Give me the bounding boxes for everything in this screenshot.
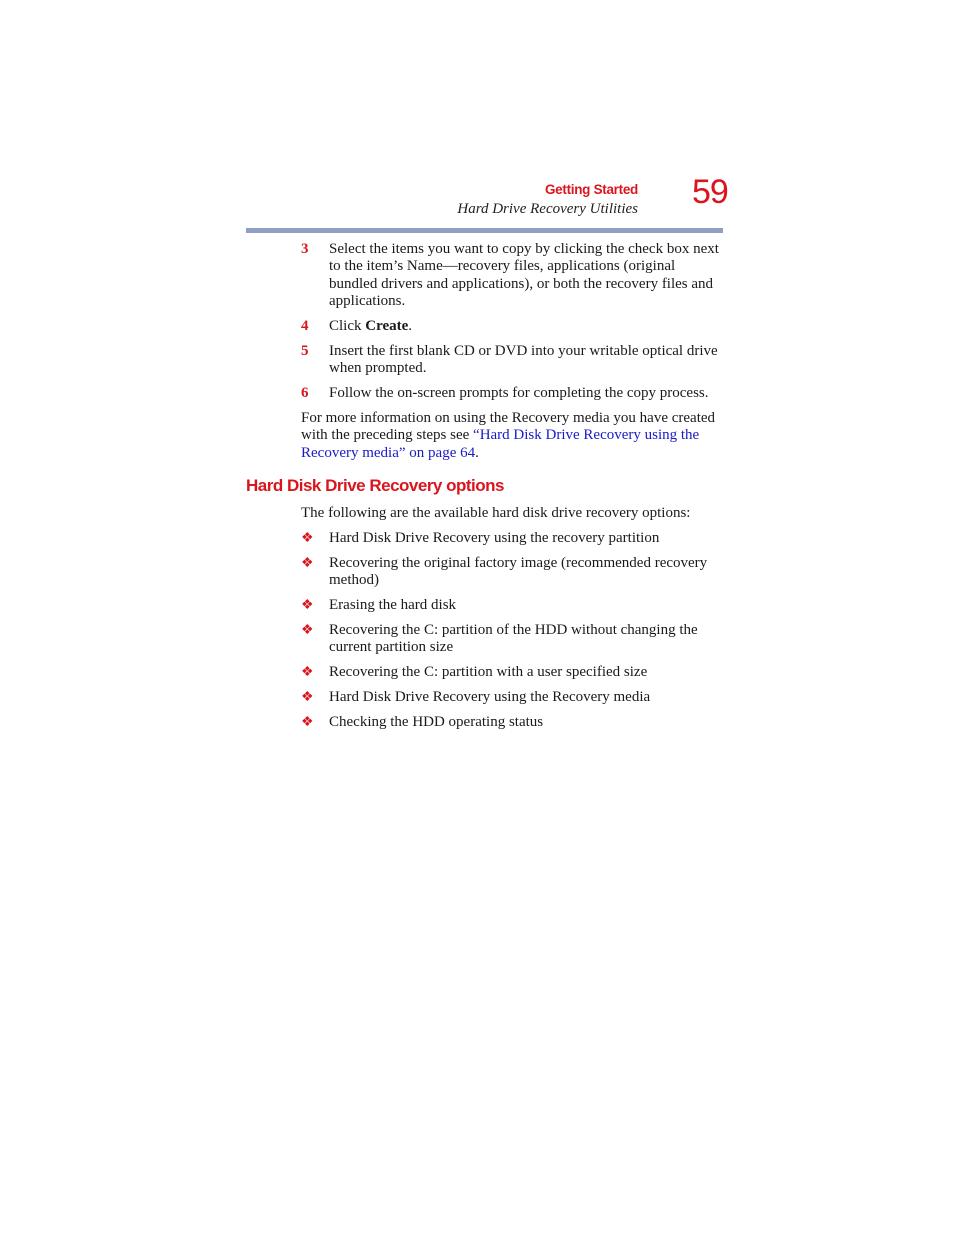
list-item-text: Erasing the hard disk xyxy=(329,597,457,613)
step-number: 5 xyxy=(301,343,309,359)
info-text-end: . xyxy=(475,444,479,461)
bullet-icon: ❖ xyxy=(301,623,314,638)
bullet-icon: ❖ xyxy=(301,665,314,680)
list-item-text: Checking the HDD operating status xyxy=(329,714,544,730)
info-paragraph xyxy=(301,410,726,462)
step-text-before: Click xyxy=(329,318,366,334)
page-number: 59 xyxy=(692,173,728,211)
list-item-text: Recovering the C: partition of the HDD without changing the current partition size xyxy=(329,622,698,656)
section-title: Hard Drive Recovery Utilities xyxy=(457,201,638,217)
step-3 xyxy=(301,241,726,310)
list-item xyxy=(301,714,726,731)
step-4 xyxy=(301,318,726,335)
step-text xyxy=(329,318,726,335)
step-text: Follow the on-screen prompts for completing the copy process. xyxy=(329,385,709,401)
header-rule xyxy=(246,228,723,233)
list-item-text: Recovering the C: partition with a user specified size xyxy=(329,664,648,680)
section-heading: Hard Disk Drive Recovery options xyxy=(246,476,504,495)
list-item-text: Recovering the original factory image (recommended recovery method) xyxy=(329,555,708,589)
list-item xyxy=(301,689,726,706)
list-item xyxy=(301,664,726,681)
list-item xyxy=(301,530,726,547)
bullet-icon: ❖ xyxy=(301,715,314,730)
bullet-icon: ❖ xyxy=(301,598,314,613)
cross-reference-link[interactable]: “Hard Disk Drive Recovery using the Recovery media” on page 64 xyxy=(301,427,700,461)
step-5 xyxy=(301,343,726,378)
bullet-icon: ❖ xyxy=(301,556,314,571)
step-text: Insert the first blank CD or DVD into your writable optical drive when prompted. xyxy=(329,343,718,377)
step-number: 3 xyxy=(301,241,309,257)
list-item-text: Hard Disk Drive Recovery using the recovery partition xyxy=(329,530,660,546)
chapter-title: Getting Started xyxy=(544,182,638,197)
step-number: 6 xyxy=(301,385,309,401)
step-text: Select the items you want to copy by clicking the check box next to the item’s Name—recovery files, applications (original bundled drivers and applications), or both the recovery files and applications. xyxy=(329,241,719,309)
list-item xyxy=(301,555,726,590)
list-item-text: Hard Disk Drive Recovery using the Recovery media xyxy=(329,689,651,705)
step-6 xyxy=(301,385,726,402)
step-number: 4 xyxy=(301,318,309,334)
section-intro: The following are the available hard disk drive recovery options: xyxy=(301,505,691,521)
bullet-icon: ❖ xyxy=(301,531,314,546)
step-text-after: . xyxy=(408,318,413,334)
list-item xyxy=(301,597,726,614)
info-text: For more information on using the Recovery media you have created with the preceding steps see xyxy=(301,410,716,444)
create-label: Create xyxy=(365,318,409,334)
bullet-icon: ❖ xyxy=(301,690,314,705)
list-item xyxy=(301,622,726,657)
